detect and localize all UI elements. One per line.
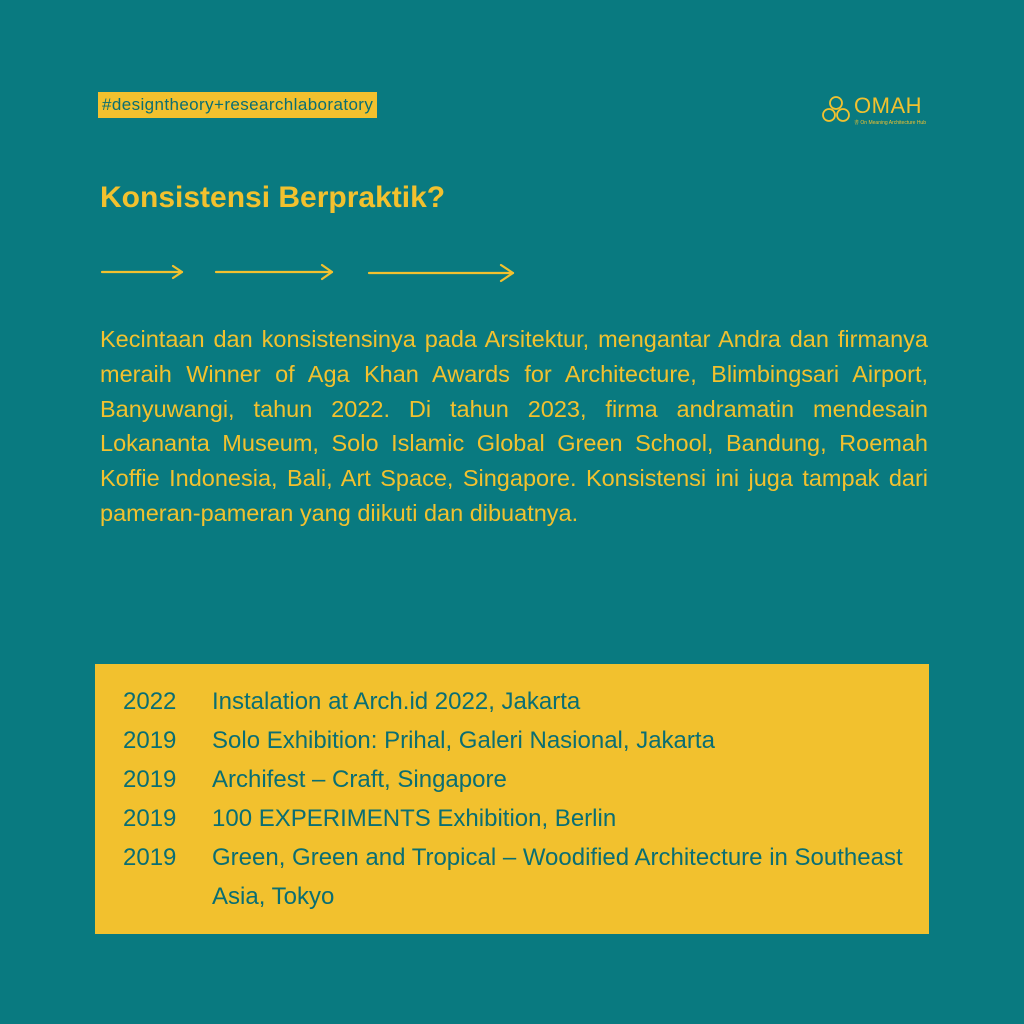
- arrow-right-icon: [102, 266, 182, 278]
- hashtag-label: #designtheory+researchlaboratory: [98, 92, 377, 118]
- exhibition-title: Solo Exhibition: Prihal, Galeri Nasional, Jakarta: [212, 727, 715, 754]
- list-item: [123, 760, 912, 799]
- exhibition-year: 2019: [123, 727, 177, 754]
- exhibition-year: 2019: [123, 805, 177, 832]
- exhibition-box: [95, 664, 929, 934]
- page-title: Konsistensi Berpraktik?: [100, 181, 446, 214]
- exhibition-title: Instalation at Arch.id 2022, Jakarta: [212, 688, 581, 715]
- body-paragraph: Kecintaan dan konsistensinya pada Arsitektur, mengantar Andra dan firmanya meraih Winner of Aga Khan Awards for Architecture, Blimbingsari Airport, Banyuwangi, tahun 2022. Di tahun 2023, firma andramatin mendesain Lokananta Museum, Solo Islamic Global Green School, Bandung, Roemah Koffie Indonesia, Bali, Art Space, Singapore. Konsistensi ini juga tampak dari pameran-pameran yang diikuti dan dibuatnya.: [100, 326, 928, 526]
- logo-tagline-script: 書: [854, 120, 860, 126]
- list-item: [123, 838, 912, 916]
- arrow-right-icon: [369, 265, 513, 281]
- exhibition-year: 2019: [123, 844, 177, 871]
- triple-circle-logo-icon: [820, 94, 852, 126]
- logo-tagline: [854, 120, 926, 127]
- arrow-right-icon: [216, 265, 332, 279]
- exhibition-year: 2019: [123, 766, 177, 793]
- omah-logo: [820, 94, 926, 127]
- list-item: [123, 721, 912, 760]
- arrows-decoration: [100, 260, 520, 288]
- exhibition-title: 100 EXPERIMENTS Exhibition, Berlin: [212, 805, 617, 832]
- exhibition-title: Archifest – Craft, Singapore: [212, 766, 507, 793]
- exhibition-title: Green, Green and Tropical – Woodified Architecture in Southeast Asia, Tokyo: [212, 844, 903, 910]
- logo-tagline-text: On Meaning Architecture Hub: [860, 120, 926, 126]
- list-item: [123, 799, 912, 838]
- exhibition-list: [123, 682, 912, 916]
- exhibition-year: 2022: [123, 688, 177, 715]
- logo-wordmark: OMAH: [854, 93, 922, 118]
- list-item: [123, 682, 912, 721]
